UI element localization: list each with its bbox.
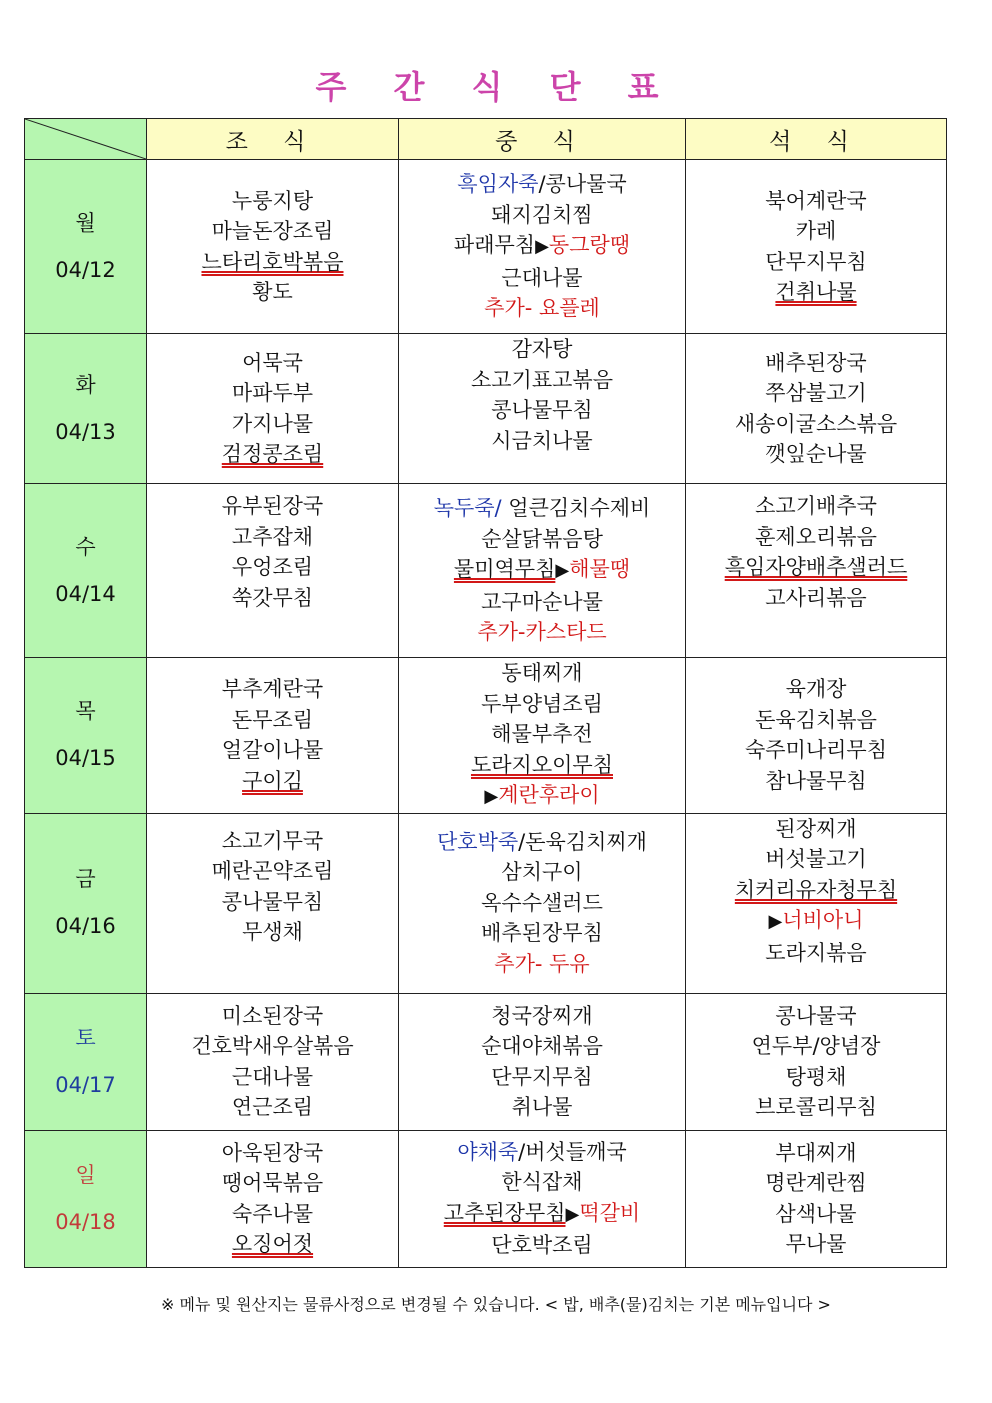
dinner-cell xyxy=(686,993,947,1130)
menu-item: 시금치나물 xyxy=(491,428,593,453)
menu-item: 감자탕 xyxy=(511,337,573,361)
extra-item: 추가- 두유 xyxy=(494,951,590,976)
weekly-menu-table xyxy=(24,118,947,1268)
lunch-cell xyxy=(399,334,686,484)
menu-item: 콩나물무침 xyxy=(491,398,593,422)
menu-item xyxy=(399,750,685,781)
day-cell xyxy=(25,160,147,334)
breakfast-cell xyxy=(147,813,399,993)
menu-item: 소고기배추국 xyxy=(755,494,877,518)
menu-item: 취나물 xyxy=(511,1095,573,1119)
menu-item: 무나물 xyxy=(785,1232,847,1256)
day-of-week: 목 xyxy=(75,699,96,724)
menu-item: 도라지볶음 xyxy=(765,940,867,965)
footnote: ※ 메뉴 및 원산지는 물류사정으로 변경될 수 있습니다. < 밥, 배추(물)김치는 기본 메뉴입니다 > xyxy=(161,1295,831,1314)
menu-item-text: /콩나물국 xyxy=(538,172,627,197)
menu-item: 탕평채 xyxy=(785,1064,847,1089)
menu-item: 황도 xyxy=(252,280,293,304)
dinner-cell xyxy=(686,813,947,993)
lunch-cell xyxy=(399,658,686,814)
day-row-wed xyxy=(25,484,947,658)
menu-item: 순살닭볶음탕 xyxy=(481,526,603,551)
menu-item-new: 고추된장무침 xyxy=(443,1200,566,1225)
menu-item-text: 얼큰김치수제비 xyxy=(501,496,651,521)
triangle-icon: ▶ xyxy=(565,1203,580,1225)
porridge-item: 흑임자죽 xyxy=(457,172,539,197)
menu-item xyxy=(399,780,685,813)
day-cell xyxy=(25,658,147,814)
menu-item: 훈제오리볶음 xyxy=(755,524,877,549)
menu-item: 고추잡채 xyxy=(231,524,314,549)
menu-item: 카레 xyxy=(795,219,837,243)
breakfast-cell xyxy=(147,1130,399,1267)
menu-item: 된장찌개 xyxy=(775,816,857,841)
triangle-icon: ▶ xyxy=(768,911,783,932)
menu-item: 어묵국 xyxy=(242,350,303,375)
porridge-item: 단호박죽 xyxy=(437,829,519,854)
menu-item xyxy=(399,169,685,200)
menu-item: 순대야채볶음 xyxy=(481,1034,603,1058)
menu-item xyxy=(399,493,685,524)
menu-item xyxy=(686,552,946,583)
breakfast-cell xyxy=(147,334,399,484)
menu-item xyxy=(686,875,946,906)
menu-item: 단호박조림 xyxy=(491,1233,593,1257)
day-date: 04/14 xyxy=(55,581,116,606)
breakfast-cell xyxy=(147,484,399,658)
menu-item: 새송이굴소스볶음 xyxy=(734,411,898,436)
lunch-cell xyxy=(399,484,686,658)
menu-item: 우엉조림 xyxy=(231,555,314,579)
corner-cell xyxy=(25,119,147,160)
day-date: 04/15 xyxy=(55,746,116,771)
menu-item: 옥수수샐러드 xyxy=(481,890,603,915)
menu-item: 소고기무국 xyxy=(221,828,324,853)
menu-item: 숙주미나리무침 xyxy=(744,738,887,763)
dinner-cell xyxy=(686,658,947,814)
special-item: 계란후라이 xyxy=(498,783,600,807)
menu-item: 참나물무침 xyxy=(765,768,867,793)
day-cell xyxy=(25,1130,147,1267)
day-row-sat xyxy=(25,993,947,1130)
triangle-icon: ▶ xyxy=(555,560,570,582)
menu-item: 소고기표고볶음 xyxy=(470,367,613,392)
lunch-cell xyxy=(399,813,686,993)
menu-item: 누룽지탕 xyxy=(231,188,314,213)
menu-item: 부추계란국 xyxy=(221,677,324,702)
day-date: 04/13 xyxy=(55,419,116,444)
dinner-cell xyxy=(686,160,947,334)
menu-item: 단무지무침 xyxy=(765,249,867,274)
menu-item: 명란계란찜 xyxy=(765,1171,867,1195)
diagonal-line xyxy=(25,119,146,159)
menu-item xyxy=(399,1137,685,1168)
special-item: 해물땡 xyxy=(569,557,631,582)
menu-item-new: 구이김 xyxy=(242,768,303,793)
breakfast-cell xyxy=(147,658,399,814)
menu-item xyxy=(399,230,685,263)
menu-item xyxy=(686,905,946,938)
menu-item-text: /돈육김치찌개 xyxy=(518,829,647,854)
menu-item xyxy=(686,277,946,308)
lunch-cell xyxy=(399,1130,686,1267)
menu-item: 근대나물 xyxy=(231,1064,314,1089)
lunch-cell xyxy=(399,160,686,334)
menu-item: 두부양념조림 xyxy=(481,691,603,716)
menu-item: 삼치구이 xyxy=(501,860,583,885)
day-date: 04/18 xyxy=(55,1209,116,1234)
day-cell xyxy=(25,334,147,484)
day-date: 04/17 xyxy=(55,1072,116,1097)
header-breakfast: 조 식 xyxy=(147,119,399,160)
menu-item-text: 파래무침 xyxy=(453,233,536,258)
menu-item: 연두부/양념장 xyxy=(751,1034,881,1058)
menu-item: 미소된장국 xyxy=(221,1003,324,1028)
dinner-cell xyxy=(686,334,947,484)
menu-item: 북어계란국 xyxy=(765,188,867,213)
day-row-thu xyxy=(25,658,947,814)
menu-item: 숙주나물 xyxy=(231,1201,314,1226)
menu-item: 마파두부 xyxy=(231,381,314,405)
menu-item: 고사리볶음 xyxy=(765,585,867,610)
menu-item xyxy=(399,827,685,858)
menu-item xyxy=(399,554,685,587)
porridge-item: 녹두죽/ xyxy=(433,496,502,521)
menu-item xyxy=(147,1229,398,1260)
day-of-week: 금 xyxy=(75,867,96,891)
menu-item-new: 건취나물 xyxy=(775,280,857,304)
header-lunch: 중 식 xyxy=(399,119,686,160)
menu-item: 한식잡채 xyxy=(501,1170,583,1194)
menu-item: 건호박새우살볶음 xyxy=(191,1034,354,1058)
menu-item: 삼색나물 xyxy=(775,1201,857,1226)
day-cell xyxy=(25,813,147,993)
menu-item: 돈육김치볶음 xyxy=(755,707,877,732)
menu-item: 배추된장국 xyxy=(765,350,867,375)
day-of-week: 화 xyxy=(75,372,96,397)
day-row-mon xyxy=(25,160,947,334)
menu-item-text: /버섯들깨국 xyxy=(518,1139,627,1164)
menu-item: 배추된장무침 xyxy=(481,921,603,946)
day-of-week: 토 xyxy=(75,1025,96,1050)
dinner-cell xyxy=(686,1130,947,1267)
menu-item: 땡어묵볶음 xyxy=(221,1171,324,1195)
lunch-cell xyxy=(399,993,686,1130)
extra-item: 추가- 요플레 xyxy=(484,296,600,321)
breakfast-cell xyxy=(147,993,399,1130)
header-row xyxy=(25,119,947,160)
menu-item: 동태찌개 xyxy=(501,661,583,685)
day-date: 04/16 xyxy=(55,914,116,938)
menu-item: 고구마순나물 xyxy=(481,589,603,614)
menu-item: 단무지무침 xyxy=(491,1064,593,1089)
breakfast-cell xyxy=(147,160,399,334)
menu-item-new: 치커리유자청무침 xyxy=(734,877,898,902)
page-title: 주 간 식 단 표 xyxy=(315,68,677,106)
day-cell xyxy=(25,484,147,658)
menu-item: 연근조림 xyxy=(231,1095,314,1119)
extra-item: 추가-카스타드 xyxy=(477,620,607,645)
special-item: 떡갈비 xyxy=(579,1200,641,1225)
menu-item xyxy=(147,766,398,797)
menu-item: 가지나물 xyxy=(231,411,314,436)
day-row-sun xyxy=(25,1130,947,1267)
menu-item: 청국장찌개 xyxy=(491,1003,593,1028)
day-row-tue xyxy=(25,334,947,484)
menu-item: 부대찌개 xyxy=(775,1140,857,1165)
porridge-item: 야채죽 xyxy=(457,1139,519,1164)
menu-item: 콩나물국 xyxy=(775,1003,857,1028)
menu-item: 무생채 xyxy=(242,920,303,944)
menu-item: 쑥갓무침 xyxy=(231,585,314,610)
menu-item: 아욱된장국 xyxy=(221,1140,324,1165)
day-row-fri xyxy=(25,813,947,993)
menu-item: 돈무조림 xyxy=(231,707,314,732)
menu-item: 브로콜리무침 xyxy=(755,1095,877,1119)
day-date: 04/12 xyxy=(55,257,116,282)
menu-item-new: 흑임자양배추샐러드 xyxy=(724,555,908,579)
special-item: 동그랑땡 xyxy=(548,233,631,258)
menu-item-new: 느타리호박볶음 xyxy=(201,249,344,274)
menu-item: 쭈삼불고기 xyxy=(765,381,867,405)
menu-item xyxy=(147,247,398,278)
triangle-icon: ▶ xyxy=(484,786,499,807)
dinner-cell xyxy=(686,484,947,658)
special-item: 너비아니 xyxy=(782,908,864,932)
menu-item-new: 오징어젓 xyxy=(231,1232,314,1256)
menu-item: 버섯불고기 xyxy=(765,847,867,871)
menu-item: 깻잎순나물 xyxy=(765,442,867,466)
menu-item xyxy=(147,439,398,470)
triangle-icon: ▶ xyxy=(535,236,549,258)
menu-item: 마늘돈장조림 xyxy=(211,219,334,243)
day-of-week: 일 xyxy=(75,1162,96,1187)
menu-item: 해물부추전 xyxy=(491,722,593,746)
menu-item: 근대나물 xyxy=(501,265,583,290)
menu-item: 얼갈이나물 xyxy=(221,738,324,763)
menu-item-new: 물미역무침 xyxy=(453,557,556,582)
menu-item-new: 도라지오이무침 xyxy=(470,752,613,777)
day-of-week: 월 xyxy=(75,210,96,235)
menu-item: 콩나물무침 xyxy=(221,889,324,914)
day-of-week: 수 xyxy=(75,534,96,559)
day-cell xyxy=(25,993,147,1130)
menu-item-new: 검정콩조림 xyxy=(221,442,324,466)
menu-item: 육개장 xyxy=(785,677,847,702)
menu-item: 유부된장국 xyxy=(221,494,324,518)
header-dinner: 석 식 xyxy=(686,119,947,160)
menu-item: 돼지김치찜 xyxy=(491,202,593,227)
menu-item xyxy=(399,1198,685,1231)
menu-item: 메란곤약조림 xyxy=(211,859,334,883)
